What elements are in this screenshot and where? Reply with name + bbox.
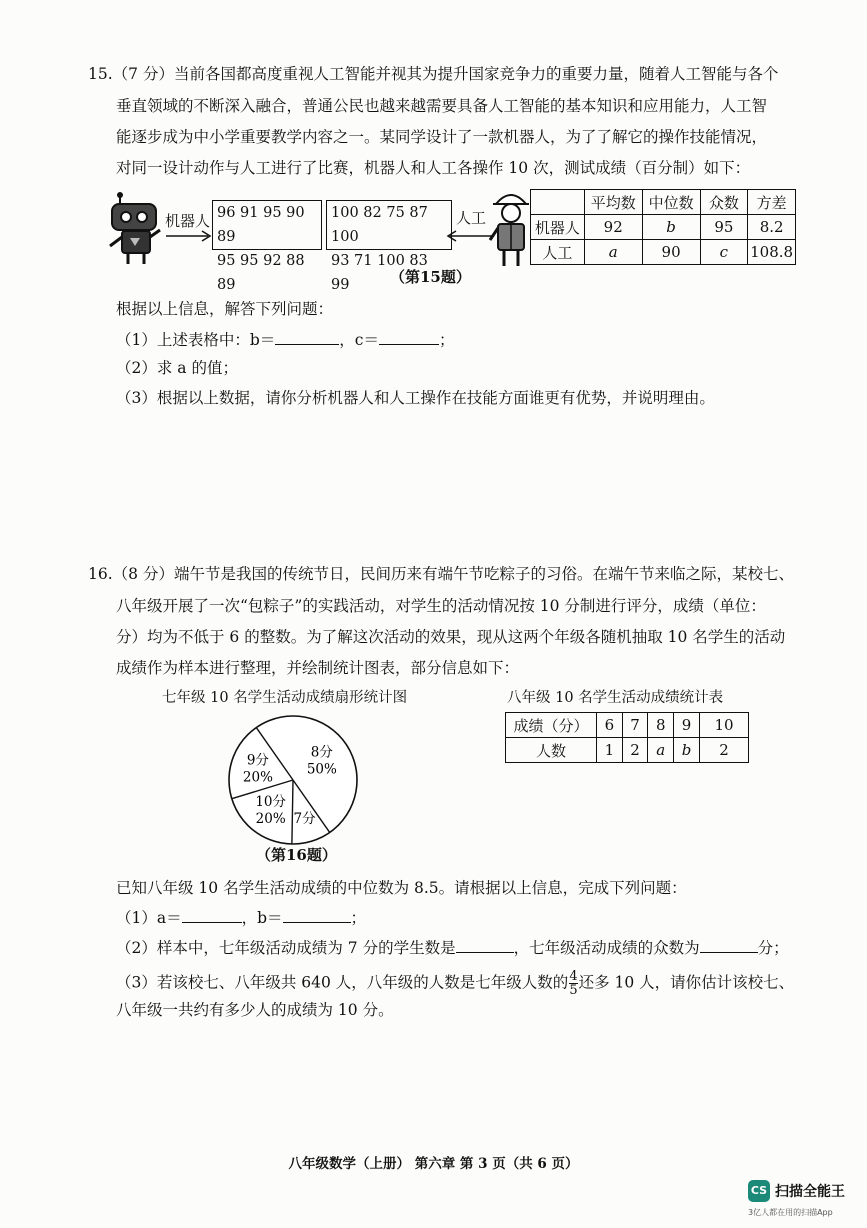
table-cell: 108.8 [748, 240, 796, 265]
table-row [506, 713, 749, 738]
q15-text-line: 垂直领域的不断深入融合，普通公民也越来越需要具备人工智能的基本知识和应用能力，人工智 [116, 97, 768, 115]
q15-text-line: 能逐步成为中小学重要教学内容之一。某同学设计了一款机器人，为了了解它的操作技能情况， [116, 128, 768, 146]
q16-sub2 [116, 938, 789, 958]
q16-sub3-line1 [116, 970, 794, 997]
q15-sub1 [116, 330, 455, 350]
pie-chart-title: 七年级 10 名学生活动成绩扇形统计图 [162, 690, 408, 706]
q16-sub1-prefix: （1）a＝ [116, 909, 182, 927]
table-cell: 人工 [531, 240, 585, 265]
pie-slice-label: 9分 [246, 752, 269, 769]
q16-sub3-line2: 八年级一共约有多少人的成绩为 10 分。 [116, 1001, 394, 1019]
q16-sub2-prefix: （2）样本中，七年级活动成绩为 7 分的学生数是 [116, 939, 456, 957]
q15-sub1-prefix: （1）上述表格中：b＝ [116, 331, 276, 349]
pie-slice-label: 8分 [310, 744, 333, 761]
robot-scores-row: 96 91 95 90 89 [217, 205, 305, 245]
q15-intro: 根据以上信息，解答下列问题： [116, 300, 334, 318]
table-row [531, 215, 796, 240]
answer-blank-mode[interactable] [700, 938, 758, 953]
table-cell: 2 [622, 738, 648, 763]
human-scores-row: 93 71 100 83 99 [331, 253, 428, 293]
camscanner-watermark [748, 1180, 860, 1220]
q15-stats-table [530, 189, 796, 265]
q15-caption: （第15题） [390, 268, 471, 286]
table-cell: 方差 [748, 190, 796, 215]
table-cell: 人数 [506, 738, 597, 763]
q16-text-line: 八年级开展了一次“包粽子”的实践活动，对学生的活动情况按 10 分制进行评分，成绩（单位： [116, 597, 766, 615]
q16-sub2-mid: ，七年级活动成绩的众数为 [513, 939, 700, 957]
table-row [506, 738, 749, 763]
answer-blank-a[interactable] [182, 908, 242, 923]
q15-sub2: （2）求 a 的值； [116, 359, 238, 377]
table-cell: 机器人 [531, 215, 585, 240]
table-cell: 8 [648, 713, 674, 738]
watermark-name: 扫描全能王 [775, 1184, 845, 1200]
q16-known: 已知八年级 10 名学生活动成绩的中位数为 8.5。请根据以上信息，完成下列问题： [116, 879, 687, 897]
arrow-icon [446, 230, 494, 242]
pie-slice-percent: 50% [306, 761, 337, 778]
human-scores-row: 100 82 75 87 100 [331, 205, 428, 245]
answer-blank-b[interactable] [275, 330, 339, 345]
q16-sub1-end: ； [350, 909, 367, 927]
table-cell: 6 [597, 713, 623, 738]
answer-blank-c[interactable] [379, 330, 439, 345]
page-footer: 八年级数学（上册） 第六章 第 3 页（共 6 页） [288, 1156, 579, 1172]
table-cell: 9 [674, 713, 700, 738]
camscanner-logo-icon: CS [748, 1180, 770, 1202]
table-cell: b [642, 215, 700, 240]
table-cell: a [648, 738, 674, 763]
q16-sub1 [116, 908, 366, 928]
human-label: 人工 [456, 209, 487, 227]
table-cell: 90 [642, 240, 700, 265]
table-cell [531, 190, 585, 215]
q15-text-line: 对同一设计动作与人工进行了比赛，机器人和人工各操作 10 次，测试成绩（百分制）如下： [116, 159, 751, 177]
q15-sub1-mid: ，c＝ [339, 331, 379, 349]
pie-slice-percent: 20% [242, 769, 273, 786]
answer-blank-b[interactable] [283, 908, 351, 923]
q15-sub1-end: ； [438, 331, 455, 349]
q15-sub3: （3）根据以上数据，请你分析机器人和人工操作在技能方面谁更有优势，并说明理由。 [116, 389, 715, 407]
table-cell: 7 [622, 713, 648, 738]
pie-slice-percent: 20% [255, 811, 286, 828]
q16-sub3-prefix: （3）若该校七、八年级共 640 人，八年级的人数是七年级人数的 [116, 973, 569, 992]
watermark-sub: 3亿人都在用的扫描App [748, 1208, 833, 1217]
pie-slice-label: 7分 [293, 810, 316, 827]
table-row [531, 240, 796, 265]
grade8-table-title: 八年级 10 名学生活动成绩统计表 [507, 690, 724, 706]
robot-scores-row: 95 95 92 88 89 [217, 253, 305, 293]
fraction-denominator: 5 [569, 983, 578, 998]
q16-text-line: 16.（8 分）端午节是我国的传统节日，民间历来有端午节吃粽子的习俗。在端午节来临之际，某校七、 [88, 565, 794, 583]
q16-text-line: 成绩作为样本进行整理，并绘制统计图表，部分信息如下： [116, 659, 520, 677]
table-cell: 中位数 [642, 190, 700, 215]
table-cell: a [584, 240, 642, 265]
table-cell: 1 [597, 738, 623, 763]
q16-sub1-mid: ，b＝ [241, 909, 283, 927]
table-cell: b [674, 738, 700, 763]
fraction [569, 970, 577, 997]
fraction-numerator: 4 [569, 969, 578, 984]
answer-blank-count[interactable] [456, 938, 514, 953]
table-cell: 成绩（分） [506, 713, 597, 738]
table-cell: 10 [699, 713, 748, 738]
table-cell: 众数 [700, 190, 748, 215]
robot-scores-box [212, 200, 322, 293]
arrow-icon [164, 230, 212, 242]
robot-figure [100, 190, 170, 268]
table-cell: 95 [700, 215, 748, 240]
robot-label: 机器人 [165, 212, 211, 230]
q16-sub2-end: 分； [757, 939, 789, 957]
grade8-score-table [505, 712, 749, 763]
table-cell: 92 [584, 215, 642, 240]
table-cell: 8.2 [748, 215, 796, 240]
table-row [531, 190, 796, 215]
pie-chart [225, 712, 361, 848]
table-cell: c [700, 240, 748, 265]
q16-sub3-suffix: 还多 10 人，请你估计该校七、 [578, 973, 795, 992]
q16-caption: （第16题） [256, 846, 337, 864]
table-cell: 平均数 [584, 190, 642, 215]
q16-text-line: 分）均为不低于 6 的整数。为了解这次活动的效果，现从这两个年级各随机抽取 10 名学生的活动 [116, 628, 786, 646]
pie-slice-label: 10分 [255, 794, 287, 811]
worker-figure [488, 184, 534, 270]
q15-text-line: 15.（7 分）当前各国都高度重视人工智能并视其为提升国家竞争力的重要力量，随着人工智能与各个 [88, 65, 779, 83]
table-cell: 2 [699, 738, 748, 763]
